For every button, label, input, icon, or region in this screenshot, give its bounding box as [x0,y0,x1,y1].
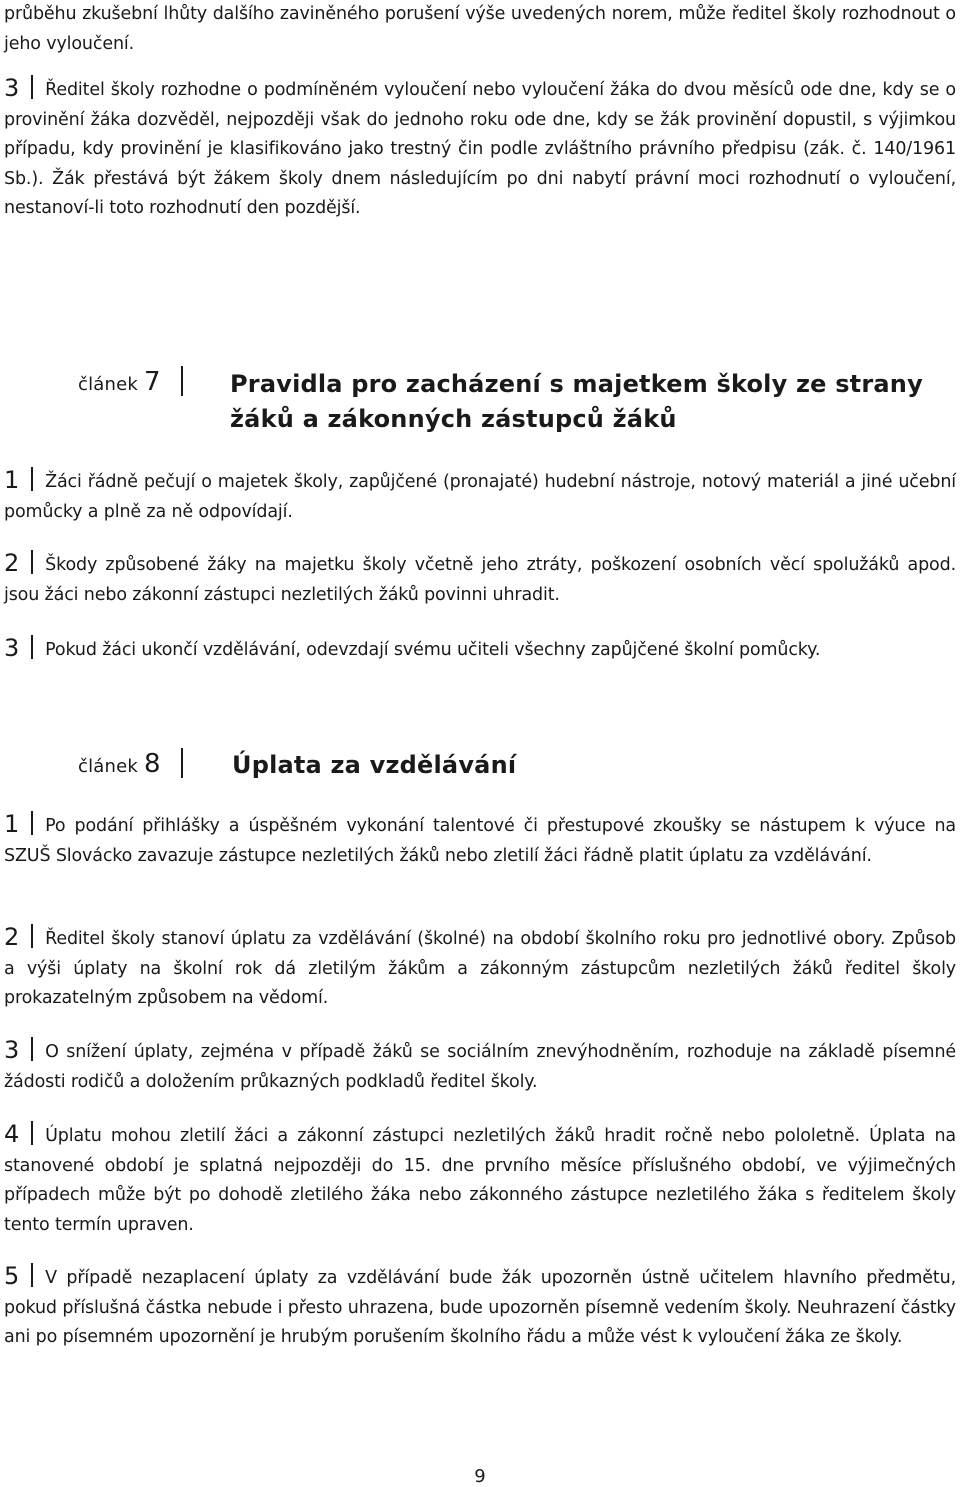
paragraph-text: Po podání přihlášky a úspěšném vykonání talentové či přestupové zkoušky se nástupem k výuce na SZUŠ Slovácko zavazuje zástupce nezletilých žáků nebo zletilí žáci řádně platit úplatu za vzdělávání. [4,816,956,866]
heading-divider [181,748,183,778]
paragraph-number: 5 [4,1262,20,1290]
article7-paragraph-2 [4,549,956,610]
article8-paragraph-1 [4,810,956,871]
paragraph-text: průběhu zkušební lhůty dalšího zaviněného porušení výše uvedených norem, může ředitel školy rozhodnout o jeho vyloučení. [4,4,956,54]
paragraph-text: V případě nezaplacení úplaty za vzdělávání bude žák upozorněn ústně učitelem hlavního předmětu, pokud příslušná částka nebude i přesto uhrazena, bude upozorněn písemně vedením školy. Neuhrazení částky ani po písemném upozornění je hrubým porušením školního řádu a může vést k vyloučení žáka ze školy. [4,1268,956,1347]
paragraph-text: Ředitel školy rozhodne o podmíněném vyloučení nebo vyloučení žáka do dvou měsíců ode dne, kdy se o provinění žáka dozvěděl, nejpozději však do jednoho roku ode dne, kdy se žák provinění dopustil, s výjimkou případu, kdy provinění je klasifikováno jako trestný čin podle zvláštního právního předpisu (zák. č. 140/1961 Sb.). Žák přestává být žákem školy dnem následujícím po dni nabytí právní moci rozhodnutí o vyloučení, nestanoví-li toto rozhodnutí den pozdější. [4,80,956,218]
intro-continuation-paragraph [4,0,956,59]
paragraph-number: 2 [4,549,20,577]
paragraph-divider [31,811,33,835]
paragraph-divider [31,1037,33,1061]
paragraph-text: Pokud žáci ukončí vzdělávání, odevzdají svému učiteli všechny zapůjčené školní pomůcky. [45,640,821,660]
paragraph-text: O snížení úplaty, zejména v případě žáků se sociálním znevýhodněním, rozhoduje na základě písemné žádosti rodičů a doložením průkazných podkladů ředitel školy. [4,1042,956,1092]
paragraph-text: Škody způsobené žáky na majetku školy včetně jeho ztráty, poškození osobních věcí spolužáků apod. jsou žáci nebo zákonní zástupci nezletilých žáků povinni uhradit. [4,555,956,605]
article8-paragraph-3 [4,1036,956,1097]
paragraph-number: 3 [4,74,20,102]
article8-paragraph-4 [4,1120,956,1240]
paragraph-number: 2 [4,923,20,951]
paragraph-divider [31,1263,33,1287]
paragraph-number: 3 [4,634,20,662]
paragraph-number: 4 [4,1120,20,1148]
paragraph-text: Úplatu mohou zletilí žáci a zákonní zástupci nezletilých žáků hradit ročně nebo pololetně. Úplata na stanovené období je splatná nejpozději do 15. dne prvního měsíce příslušného období, ve výjimečných případech může být po dohodě zletilého žáka nebo zákonného zástupce nezletilého žáka s ředitelem školy tento termín upraven. [4,1126,956,1235]
article8-heading [78,748,183,779]
paragraph-text: Ředitel školy stanoví úplatu za vzdělávání (školné) na období školního roku pro jednotlivé obory. Způsob a výši úplaty na školní rok dá zletilým žákům a zákonným zástupcům nezletilých žáků ředitel školy prokazatelným způsobem na vědomí. [4,929,956,1008]
article7-heading [78,366,183,397]
article7-paragraph-1 [4,466,956,527]
article-number: 7 [144,367,161,397]
page-number: 9 [474,1466,486,1487]
article8-paragraph-2 [4,923,956,1014]
paragraph-number: 3 [4,1036,20,1064]
article-label: článek [78,374,139,395]
paragraph-text: Žáci řádně pečují o majetek školy, zapůjčené (pronajaté) hudební nástroje, notový materiál a jiné učební pomůcky a plně za ně odpovídají. [4,472,956,522]
article-number: 8 [144,749,161,779]
article8-paragraph-5 [4,1262,956,1353]
article8-title: Úplata za vzdělávání [232,751,517,779]
paragraph-number: 1 [4,466,20,494]
article-label: článek [78,756,139,777]
paragraph-divider [31,635,33,659]
paragraph-divider [31,924,33,948]
article7-title: Pravidla pro zacházení s majetkem školy ze strany žáků a zákonných zástupců žáků [230,370,923,433]
heading-divider [181,366,183,396]
article7-paragraph-3 [4,634,956,666]
paragraph-number: 1 [4,810,20,838]
section6-paragraph-3 [4,74,956,224]
paragraph-divider [31,1121,33,1145]
paragraph-divider [31,467,33,491]
paragraph-divider [31,75,33,99]
paragraph-divider [31,550,33,574]
